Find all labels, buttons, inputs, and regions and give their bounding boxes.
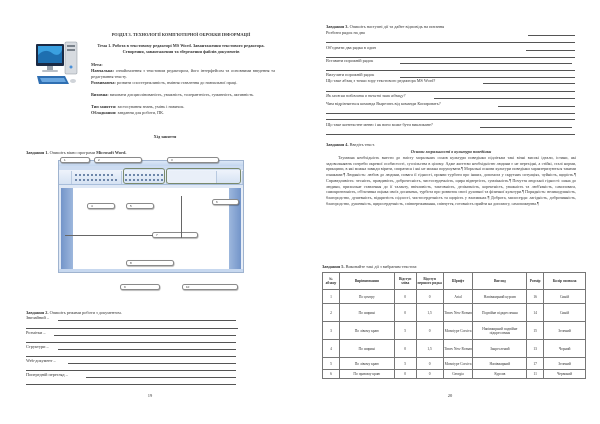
answer-line[interactable] bbox=[326, 113, 575, 114]
callout-3: 3 bbox=[167, 157, 219, 163]
callout-6: 6 bbox=[212, 199, 239, 205]
word-vertical-ruler bbox=[59, 188, 61, 272]
answer-line[interactable] bbox=[58, 320, 236, 321]
callout-2: 2 bbox=[94, 157, 142, 163]
equipment: Обладнання: завдання для роботи, ПК. bbox=[91, 110, 165, 115]
answer-line[interactable] bbox=[26, 370, 236, 371]
col-header: Шрифт bbox=[443, 273, 473, 290]
goal-upbringing: Виховна: виховати дисциплінованість, уважність, толерантність, гуманність, активність. bbox=[91, 92, 255, 97]
task3-text: Завдання 3. Опишіть наступні дії та дайте відповідь на питання bbox=[326, 24, 445, 29]
col-header: Вирівнювання bbox=[339, 273, 394, 290]
mode-outline-label: Структури – bbox=[26, 344, 49, 349]
answer-line[interactable] bbox=[326, 70, 575, 71]
word-left-margin bbox=[59, 188, 73, 272]
col-header: Вигляд bbox=[473, 273, 527, 290]
goal-developing: Розвиваюча: розвити спостережливість, вміння ставлення до навчальної праці. bbox=[91, 80, 238, 85]
answer-line[interactable] bbox=[498, 106, 575, 107]
mode-preview-label: Попередній перегляд – bbox=[26, 372, 68, 377]
goal-label-educational: Навчальна: bbox=[91, 68, 114, 73]
col-header: Розмір bbox=[527, 273, 544, 290]
task3-item: Чим відрізняється команда Вырезать від команди Копировать? bbox=[326, 101, 441, 106]
table-row: 5 По лівому краю 5 0 Monotype Corsiva Напівжирний 17 Зелений bbox=[323, 358, 586, 370]
ribbon-paragraph-highlight bbox=[123, 168, 165, 184]
answer-line[interactable] bbox=[26, 328, 238, 329]
callout-1: 1 bbox=[60, 157, 90, 163]
answer-line[interactable] bbox=[54, 335, 236, 336]
task1-text: Завдання 1. Опишіть вікно програми Microsoft Word. bbox=[26, 150, 127, 155]
computer-icon bbox=[35, 40, 81, 88]
task3-item: Як можна побачити в тексті знак абзацу? bbox=[326, 93, 406, 98]
mode-normal-label: Звичайний – bbox=[26, 315, 49, 320]
word-status-bar bbox=[59, 269, 243, 272]
table-row: 1 По центру 0 0 Arial Напівжирний курсив 16 Синій bbox=[323, 290, 586, 304]
answer-line[interactable] bbox=[326, 134, 575, 135]
answer-line[interactable] bbox=[26, 356, 236, 357]
answer-line[interactable] bbox=[26, 342, 236, 343]
mode-layout-label: Розмітки – bbox=[26, 330, 46, 335]
answer-line[interactable] bbox=[68, 363, 236, 364]
callout-4: 4 bbox=[87, 203, 115, 209]
answer-line[interactable] bbox=[434, 98, 575, 99]
section-title: РОЗДІЛ 3. ТЕХНОЛОГІЇ КОМП'ЮТЕРНОЇ ОБРОБКИ ІНФОРМАЦІЇ bbox=[111, 32, 251, 37]
formatting-table bbox=[322, 272, 586, 379]
arrow-line bbox=[65, 235, 153, 236]
table-row: 3 По лівому краю 5 0 Monotype Corsiva Напівжирний подвійне підкреслення 15 Зелений bbox=[323, 322, 586, 340]
task3-item: Що таке абзац з точки зору текстового редактора MS Word? bbox=[326, 78, 436, 83]
callout-9: 9 bbox=[120, 284, 160, 290]
table-row: 6 По правому краю 0 0 Georgia Курсив 11 Червоний bbox=[323, 370, 586, 379]
col-header: Відступ першого рядка bbox=[416, 273, 443, 290]
callout-10: 10 bbox=[182, 284, 238, 290]
answer-line[interactable] bbox=[483, 83, 575, 84]
goal-label: Мета: bbox=[91, 62, 103, 67]
table-row: 2 По ширині 0 1,5 Times New Roman Подвійне підкреслення 14 Синій bbox=[323, 304, 586, 322]
ribbon-styles-highlight bbox=[166, 168, 241, 184]
word-scrollbar bbox=[241, 188, 244, 272]
task2-text: Завдання 2. Опишіть режими роботи з документом. bbox=[26, 310, 122, 315]
task3-item: Вставити порожній рядок bbox=[326, 58, 374, 63]
task4-text: Завдання 4. Введіть текст. bbox=[326, 142, 375, 147]
callout-7: 7 bbox=[152, 232, 198, 238]
task3-item: Вилучити порожній рядок bbox=[326, 72, 375, 77]
answer-line[interactable] bbox=[326, 91, 575, 92]
task4-title: Основи моральності в культура поведінки bbox=[410, 149, 492, 154]
answer-line[interactable] bbox=[86, 377, 236, 378]
col-header: № абзацу bbox=[323, 273, 340, 290]
arrow-line bbox=[181, 196, 182, 238]
progress-heading: Хід заняття bbox=[153, 134, 177, 139]
answer-line[interactable] bbox=[400, 63, 572, 64]
answer-line[interactable] bbox=[480, 127, 572, 128]
mode-web-label: Web-документ – bbox=[26, 358, 56, 363]
callout-5: 5 bbox=[126, 203, 154, 209]
answer-line[interactable] bbox=[326, 119, 575, 120]
task4-body: Тлумачна необхідність внести до змісту моральних основ культури поведінки підліткам такі вічні високі ідеали, істини, які задовольняють потреби окремої особистості, суспільства в цілому. Адже життєво необхідністю людини є не перехідні, а стійкі, сталі норми, принципи, в які можна завжди вірити, спиратися і які не можна порушувати.¶ Моральні основи культури поведінки характеризуються такими ознаками:¶ Людяність: любов до людини, повага її гідності, прояви турботи про інших, допомога у скрутних ситуаціях, чуйність, щирість.¶ Справедливість: чесність, правдивість, доброчесність, чистосердечність, щира відвертість, сумлінність.¶ Почуття людської гідності: шана до людини, прихильне ставлення до її таланту, ввічливість, тактовність, делікатність, коректність, уважність та люб'язність, самоповага, самокритичність, об'єктивна оцінка своїх досягнень, турбота про розвиток своєї духовної та фізичної культури.¶ Порядність: великодушність, благородство, душевність, відкритість підлості, чистосердечність та щирість у взаєминах.¶ Доброта, милосердя: лагідність, доброчинність, благородство, душевність, щиросердечність, співпереживання, співчуття, готовність прийти на допомогу, самопожертва.¶ bbox=[326, 155, 576, 206]
goal-educational: Навчальна: ознайомлення з текстовим редактором, його інтерфейсом та основними введення та редагування тексту. bbox=[91, 68, 275, 79]
answer-line[interactable] bbox=[26, 384, 236, 385]
page-number: 19 bbox=[147, 393, 153, 398]
col-header: Відступ зліва bbox=[394, 273, 416, 290]
answer-line[interactable] bbox=[528, 35, 575, 36]
task3-item: Об'єднати два рядка в один bbox=[326, 45, 376, 50]
task3-item: Що таке контекстне меню і як воно може бути викликане? bbox=[326, 122, 433, 127]
answer-line[interactable] bbox=[58, 349, 236, 350]
task5-text: Завдання 5. Виконайте такі дії з вибраним текстом: bbox=[322, 264, 418, 269]
table-header-row bbox=[323, 273, 586, 290]
answer-line[interactable] bbox=[326, 42, 575, 43]
topic-title: Тема 1. Робота в текстовому редакторі MS Word. Завантаження текстового редактора. Створення, завантаження та збереження файлів документів bbox=[97, 43, 265, 54]
answer-line[interactable] bbox=[526, 50, 575, 51]
col-header: Колір символа bbox=[544, 273, 586, 290]
callout-8: 8 bbox=[126, 260, 174, 266]
word-document-area bbox=[73, 188, 229, 272]
page-number: 20 bbox=[447, 393, 453, 398]
lesson-type: Тип заняття: застосування знань, умінь і навичок. bbox=[91, 104, 185, 109]
task3-item: Розбити рядок на два bbox=[326, 30, 365, 35]
table-row: 4 По ширині 0 1,5 Times New Roman Закреслений 13 Чорний bbox=[323, 340, 586, 358]
